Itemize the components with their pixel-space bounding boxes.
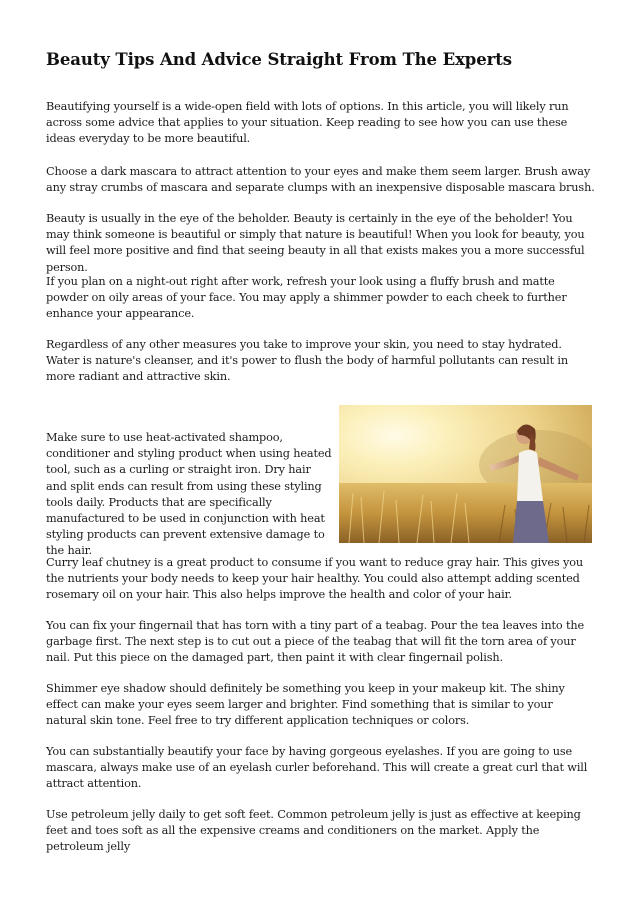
paragraph-fingernail: You can fix your fingernail that has torn with a tiny part of a teabag. Pour the tea leaves into the garbage first. The next step is to cut out a piece of the teabag that will fit the torn area of your nail. Put this piece on the damaged part, then paint it with clear fingernail polish. — [46, 619, 585, 665]
paragraph-petroleum-jelly: Use petroleum jelly daily to get soft feet. Common petroleum jelly is just as effective at keeping feet and toes soft as all the expensive creams and conditioners on the market. Apply the petroleum jelly — [46, 808, 581, 854]
paragraph-beholder: Beauty is usually in the eye of the beholder. Beauty is certainly in the eye of the beholder! You may think someone is beautiful or simply that nature is beautiful! When you look for beauty, you will feel more positive and find that seeing beauty in all that exists makes you a more successful person. — [46, 212, 585, 274]
paragraph-heat-shampoo: Make sure to use heat-activated shampoo, conditioner and styling product when using heated tool, such as a curling or straight iron. Dry hair and split ends can result from using these styling tools daily. Products that are specifically manufactured to be used in conjunction with heat styling products can prevent extensive damage to the hair. — [46, 431, 332, 558]
woman-in-sunlit-field-photo-icon — [339, 405, 592, 543]
paragraph-night-out: If you plan on a night-out right after work, refresh your look using a fluffy brush and matte powder on oily areas of your face. You may apply a shimmer powder to each cheek to further enhance your appearance. — [46, 275, 567, 321]
paragraph-curry-leaf: Curry leaf chutney is a great product to consume if you want to reduce gray hair. This gives you the nutrients your body needs to keep your hair healthy. You could also attempt adding scented rosemary oil on your hair. This also helps improve the health and color of your hair. — [46, 556, 584, 602]
paragraph-eye-shadow: Shimmer eye shadow should definitely be something you keep in your makeup kit. The shiny effect can make your eyes seem larger and brighter. Find something that is similar to your natural skin tone. Feel free to try different application techniques or colors. — [46, 682, 565, 728]
paragraph-mascara: Choose a dark mascara to attract attention to your eyes and make them seem larger. Brush away any stray crumbs of mascara and separate clumps with an inexpensive disposable mascara brush. — [46, 165, 595, 195]
paragraph-intro: Beautifying yourself is a wide-open field with lots of options. In this article, you will likely run across some advice that applies to your situation. Keep reading to see how you can use these ideas everyday to be more beautiful. — [46, 100, 569, 146]
woman-in-field-photo — [339, 405, 592, 543]
paragraph-hydrated: Regardless of any other measures you take to improve your skin, you need to stay hydrated. Water is nature's cleanser, and it's power to flush the body of harmful pollutants can result in more radiant and attractive skin. — [46, 338, 568, 384]
page-title: Beauty Tips And Advice Straight From The Experts — [46, 50, 512, 69]
paragraph-eyelashes: You can substantially beautify your face by having gorgeous eyelashes. If you are going to use mascara, always make use of an eyelash curler beforehand. This will create a great curl that will attract attention. — [46, 745, 588, 791]
